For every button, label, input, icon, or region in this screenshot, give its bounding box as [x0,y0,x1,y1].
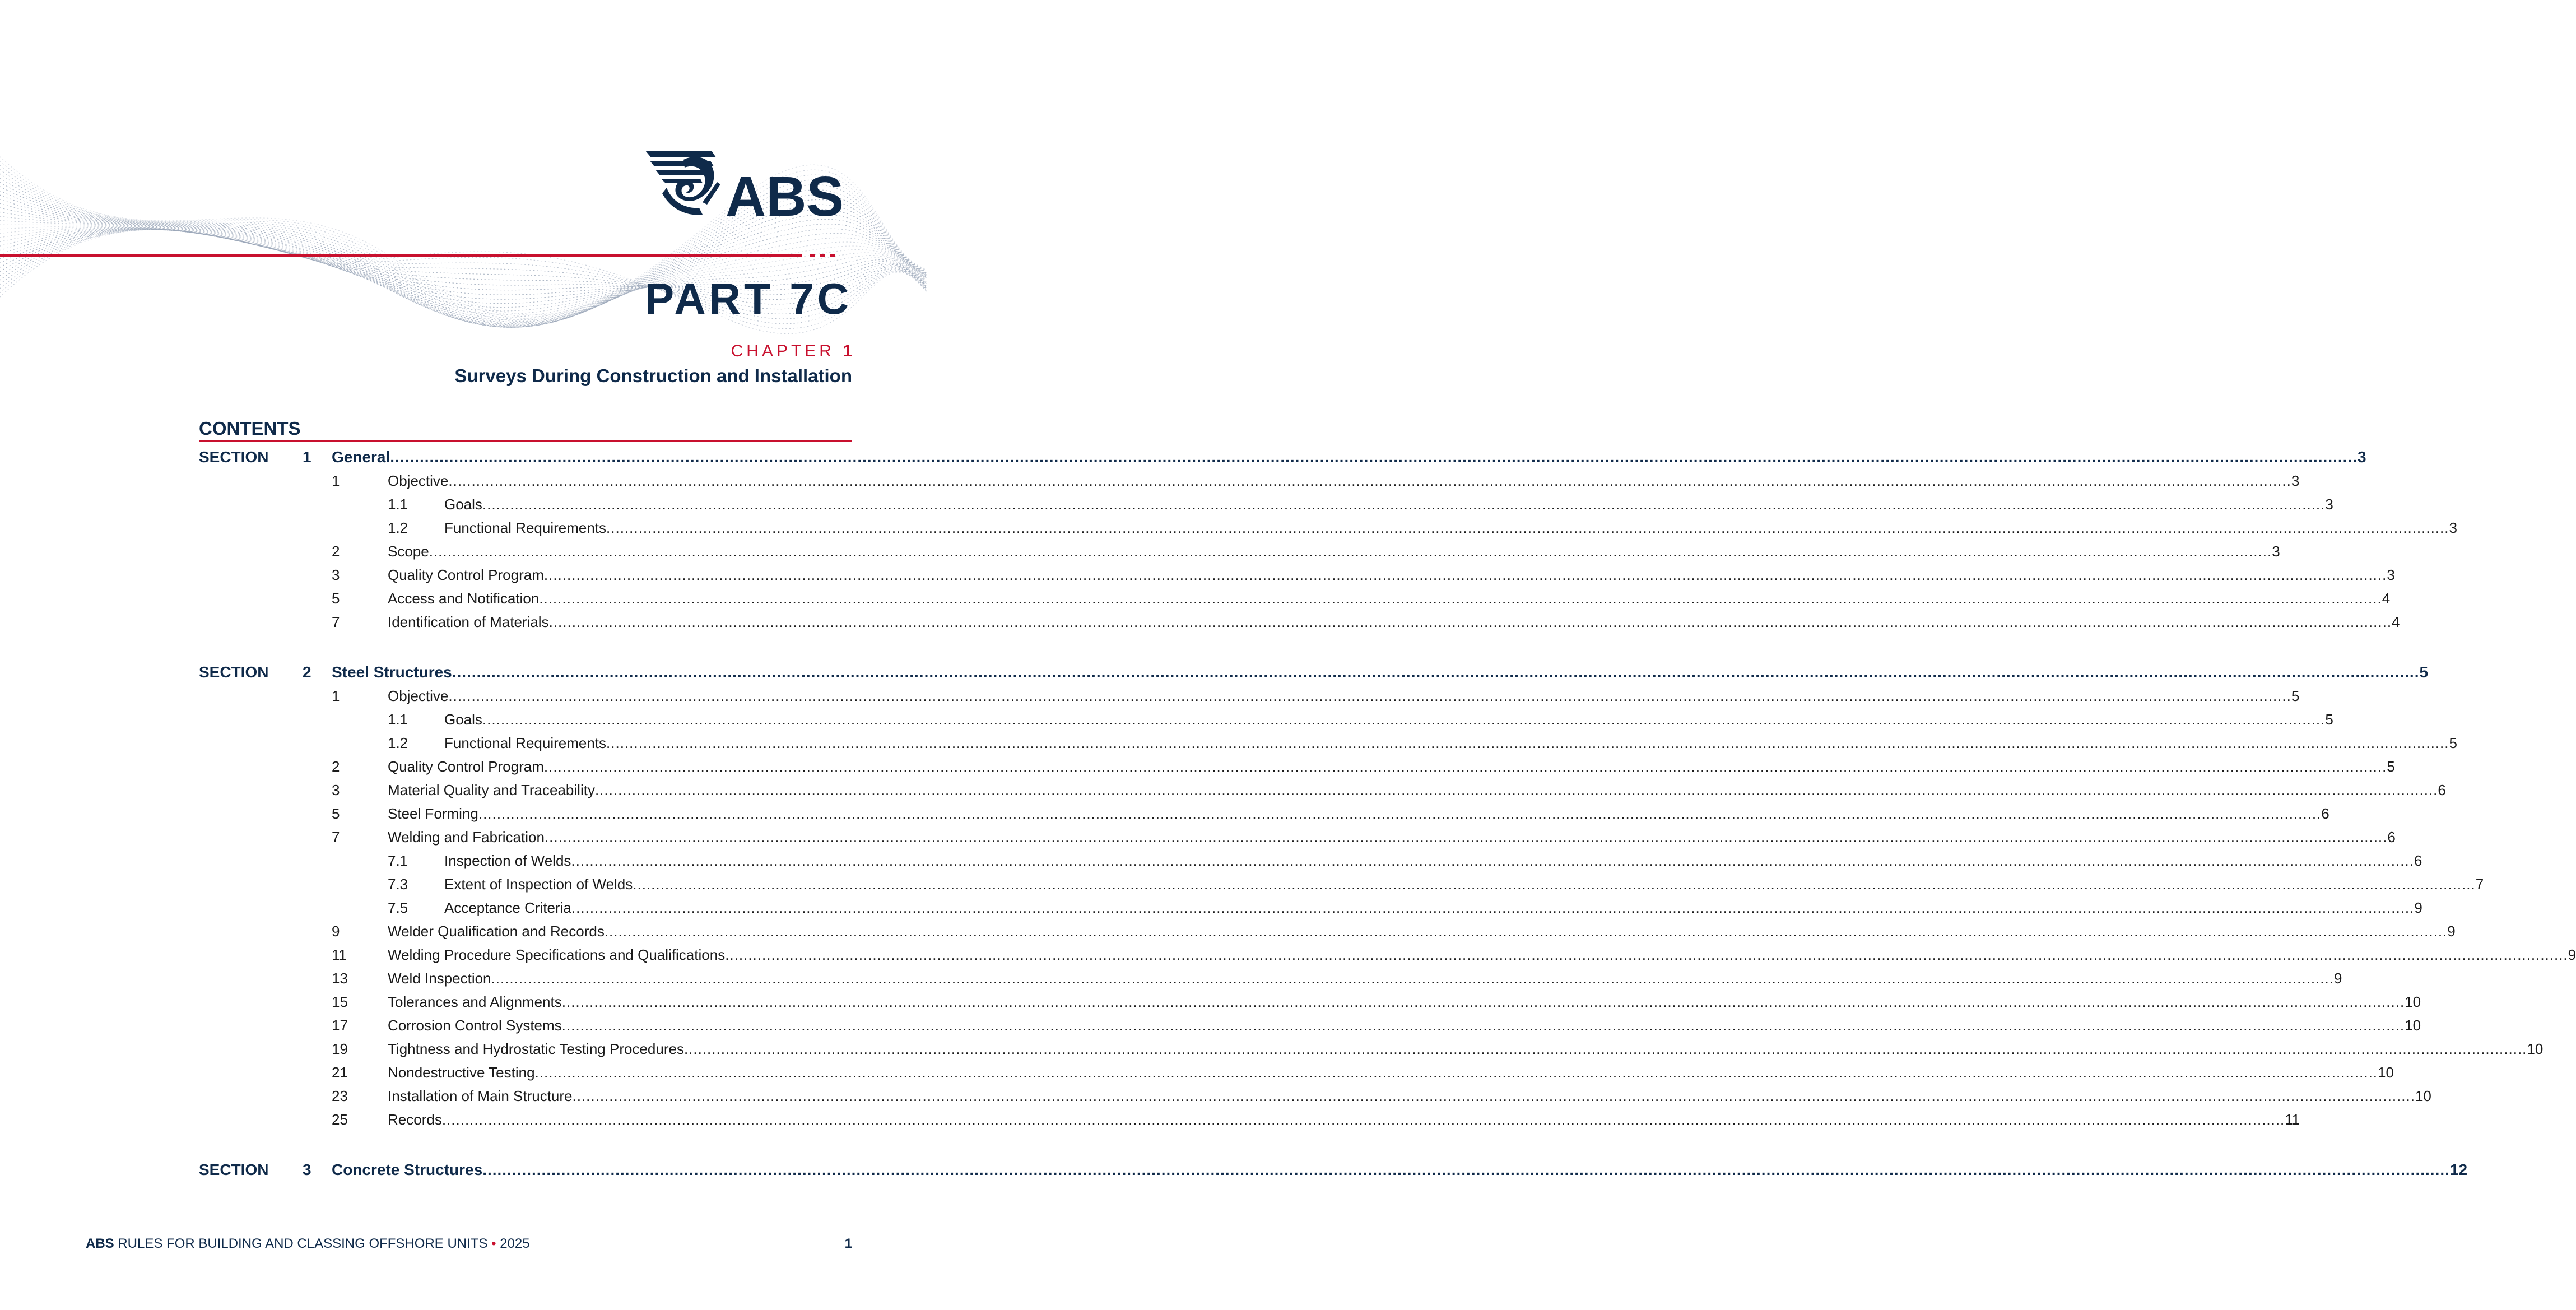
toc-entry-title: Steel Structures [332,663,452,681]
contents-rule [199,440,852,442]
toc-leader-dots: ................................................................................................................................................................................................................................................................................................................................................................................................................ [452,663,2420,681]
toc-entry [388,755,2395,778]
toc-item-number: 7 [332,829,340,846]
toc-item-number: 21 [332,1064,348,1081]
toc-entry [332,661,2429,684]
toc-entry [444,708,2333,731]
toc-leader-dots: ................................................................................................................................................................................................................................................................................................................................................................................................................ [482,496,2326,513]
toc-section-row[interactable] [199,661,2429,684]
toc-page-number: 6 [2414,852,2422,869]
toc-item-row[interactable] [388,849,2422,872]
toc-item-row[interactable] [332,1085,2431,1107]
toc-leader-dots: ................................................................................................................................................................................................................................................................................................................................................................................................................ [448,472,2291,489]
toc-page-number: 3 [2358,448,2366,466]
toc-item-number: 7.3 [388,876,408,893]
toc-item-number: 5 [332,590,340,607]
toc-entry [388,779,2446,801]
toc-item-row[interactable] [332,1108,2300,1131]
toc-page-number: 12 [2449,1161,2468,1178]
toc-page-number: 9 [2568,946,2576,963]
chapter-number: 1 [843,342,852,360]
toc-entry [388,564,2395,586]
toc-leader-dots: ................................................................................................................................................................................................................................................................................................................................................................................................................ [571,852,2414,869]
toc-leader-dots: ................................................................................................................................................................................................................................................................................................................................................................................................................ [482,1161,2450,1178]
toc-entry-title: Welding Procedure Specifications and Qualifications [388,946,726,963]
toc-item-number: 7.1 [388,852,408,869]
toc-item-row[interactable] [332,564,2395,586]
toc-leader-dots: ................................................................................................................................................................................................................................................................................................................................................................................................................ [491,970,2334,987]
toc-item-row[interactable] [332,802,2329,825]
chapter-line [731,342,852,361]
toc-item-number: 2 [332,543,340,560]
footer-title: RULES FOR BUILDING AND CLASSING OFFSHORE UNITS [118,1236,488,1251]
toc-leader-dots: ................................................................................................................................................................................................................................................................................................................................................................................................................ [594,782,2438,798]
toc-entry [444,896,2422,919]
toc-entry [388,802,2329,825]
toc-item-number: 9 [332,923,340,940]
toc-item-row[interactable] [332,779,2446,801]
toc-item-number: 17 [332,1017,348,1034]
toc-page-number: 11 [2285,1111,2300,1128]
toc-section-label: SECTION [199,1161,269,1178]
toc-section-number: 2 [303,663,311,681]
part-title: PART 7C [645,274,852,323]
toc-entry [388,1108,2300,1131]
toc-entry-title: Quality Control Program [388,758,544,775]
toc-entry [388,540,2280,563]
toc-item-number: 7.5 [388,899,408,916]
toc-item-row[interactable] [332,587,2391,610]
toc-item-number: 15 [332,993,348,1010]
toc-item-number: 3 [332,782,340,798]
toc-page-number: 9 [2447,923,2456,940]
toc-entry [444,849,2422,872]
toc-section-number: 1 [303,448,311,466]
toc-page-number: 10 [2378,1064,2394,1081]
toc-entry-title: Quality Control Program [388,566,544,583]
toc-item-number: 23 [332,1088,348,1104]
toc-item-row[interactable] [332,920,2456,942]
toc-entry [388,1038,2544,1060]
toc-entry [388,587,2391,610]
toc-page-number: 3 [2387,566,2395,583]
toc-item-row[interactable] [388,732,2457,754]
toc-entry [444,732,2457,754]
toc-leader-dots: ................................................................................................................................................................................................................................................................................................................................................................................................................ [548,614,2392,630]
footer-separator: • [491,1236,496,1251]
toc-leader-dots: ................................................................................................................................................................................................................................................................................................................................................................................................................ [543,758,2387,775]
toc-item-row[interactable] [332,1038,2544,1060]
toc-page-number: 7 [2475,876,2484,893]
toc-leader-dots: ................................................................................................................................................................................................................................................................................................................................................................................................................ [561,1017,2405,1034]
toc-section-label: SECTION [199,448,269,466]
chapter-label: CHAPTER [731,342,835,360]
toc-item-row[interactable] [388,873,2484,895]
toc-entry-title: Access and Notification [388,590,540,607]
toc-entry-title: Acceptance Criteria [444,899,571,916]
toc-entry-title: Functional Requirements [444,519,607,536]
header-red-dash [820,254,825,257]
toc-leader-dots: ................................................................................................................................................................................................................................................................................................................................................................................................................ [478,805,2322,822]
toc-entry [388,991,2421,1013]
toc-leader-dots: ................................................................................................................................................................................................................................................................................................................................................................................................................ [390,448,2358,466]
toc-entry-title: Inspection of Welds [444,852,571,869]
toc-item-number: 13 [332,970,348,987]
toc-page-number: 5 [2419,663,2429,681]
toc-item-row[interactable] [332,826,2396,848]
footer-page-number: 1 [844,1236,852,1251]
toc-leader-dots: ................................................................................................................................................................................................................................................................................................................................................................................................................ [571,899,2415,916]
footer-publication [86,1236,530,1252]
toc-item-number: 1 [332,687,340,704]
toc-entry [444,517,2457,539]
toc-item-row[interactable] [332,611,2400,633]
toc-page-number: 4 [2382,590,2391,607]
toc-entry [444,873,2484,895]
toc-section-number: 3 [303,1161,311,1178]
toc-page-number: 9 [2333,970,2342,987]
toc-entry-title: Tightness and Hydrostatic Testing Procedures [388,1040,684,1057]
toc-page-number: 3 [2272,543,2280,560]
toc-item-row[interactable] [332,991,2421,1013]
toc-page-number: 5 [2291,687,2300,704]
toc-leader-dots: ................................................................................................................................................................................................................................................................................................................................................................................................................ [572,1088,2415,1104]
toc-leader-dots: ................................................................................................................................................................................................................................................................................................................................................................................................................ [606,519,2449,536]
toc-item-row[interactable] [332,470,2300,492]
toc-page-number: 10 [2527,1040,2544,1057]
chapter-title: Surveys During Construction and Installation [454,365,852,386]
header-red-dash [830,254,835,257]
toc-leader-dots: ................................................................................................................................................................................................................................................................................................................................................................................................................ [683,1040,2527,1057]
toc-entry [388,1014,2421,1037]
toc-leader-dots: ................................................................................................................................................................................................................................................................................................................................................................................................................ [561,993,2405,1010]
toc-leader-dots: ................................................................................................................................................................................................................................................................................................................................................................................................................ [544,829,2388,846]
toc-page-number: 3 [2449,519,2457,536]
footer-brand: ABS [86,1236,114,1251]
toc-item-number: 1.1 [388,711,408,728]
toc-entry-title: General [332,448,390,466]
toc-entry-title: Scope [388,543,429,560]
toc-entry [388,685,2300,707]
toc-item-number: 1.1 [388,496,408,513]
toc-entry-title: Goals [444,496,482,513]
toc-page-number: 10 [2415,1088,2431,1104]
toc-page-number: 3 [2325,496,2333,513]
toc-page-number: 6 [2387,829,2396,846]
toc-item-number: 5 [332,805,340,822]
toc-entry [388,826,2396,848]
toc-page-number: 5 [2325,711,2333,728]
toc-entry-title: Goals [444,711,482,728]
toc-entry [388,1085,2431,1107]
toc-item-number: 7 [332,614,340,630]
toc-item-row[interactable] [332,944,2576,966]
toc-item-row[interactable] [388,708,2333,731]
toc-leader-dots: ................................................................................................................................................................................................................................................................................................................................................................................................................ [539,590,2382,607]
toc-entry-title: Identification of Materials [388,614,549,630]
toc-leader-dots: ................................................................................................................................................................................................................................................................................................................................................................................................................ [543,566,2387,583]
toc-item-row[interactable] [332,1014,2421,1037]
toc-entry-title: Nondestructive Testing [388,1064,535,1081]
toc-leader-dots: ................................................................................................................................................................................................................................................................................................................................................................................................................ [448,687,2291,704]
toc-item-number: 1 [332,472,340,489]
toc-entry-title: Functional Requirements [444,735,607,751]
toc-entry-title: Installation of Main Structure [388,1088,573,1104]
toc-entry-title: Corrosion Control Systems [388,1017,562,1034]
toc-leader-dots: ................................................................................................................................................................................................................................................................................................................................................................................................................ [482,711,2326,728]
toc-entry [388,611,2400,633]
toc-item-row[interactable] [388,517,2457,539]
toc-leader-dots: ................................................................................................................................................................................................................................................................................................................................................................................................................ [606,735,2449,751]
toc-entry [332,1159,2468,1181]
toc-entry [388,920,2456,942]
toc-entry [388,470,2300,492]
toc-entry-title: Objective [388,687,449,704]
toc-leader-dots: ................................................................................................................................................................................................................................................................................................................................................................................................................ [604,923,2448,940]
toc-item-row[interactable] [332,540,2280,563]
toc-item-number: 25 [332,1111,348,1128]
toc-entry-title: Welding and Fabrication [388,829,545,846]
toc-item-row[interactable] [332,967,2342,990]
toc-entry [388,944,2576,966]
toc-leader-dots: ................................................................................................................................................................................................................................................................................................................................................................................................................ [725,946,2568,963]
toc-item-number: 2 [332,758,340,775]
toc-leader-dots: ................................................................................................................................................................................................................................................................................................................................................................................................................ [441,1111,2285,1128]
toc-page-number: 10 [2405,1017,2421,1034]
logo-wordmark: ABS [726,165,844,228]
toc-entry-title: Tolerances and Alignments [388,993,562,1010]
toc-item-number: 1.2 [388,735,408,751]
toc-page-number: 9 [2414,899,2422,916]
toc-item-number: 1.2 [388,519,408,536]
toc-entry-title: Records [388,1111,442,1128]
toc-page-number: 5 [2449,735,2457,751]
toc-leader-dots: ................................................................................................................................................................................................................................................................................................................................................................................................................ [534,1064,2378,1081]
contents-heading: CONTENTS [199,418,301,439]
toc-entry [444,493,2333,515]
abs-logo [644,148,846,228]
toc-page-number: 10 [2405,993,2421,1010]
toc-item-row[interactable] [388,896,2422,919]
toc-item-number: 3 [332,566,340,583]
toc-item-row[interactable] [332,755,2395,778]
toc-page-number: 6 [2438,782,2446,798]
toc-leader-dots: ................................................................................................................................................................................................................................................................................................................................................................................................................ [429,543,2272,560]
header-red-dash [810,254,815,257]
toc-entry-title: Material Quality and Traceability [388,782,595,798]
toc-page-number: 4 [2392,614,2400,630]
footer-year: 2025 [500,1236,530,1251]
toc-section-row[interactable] [199,1159,2468,1181]
toc-entry-title: Extent of Inspection of Welds [444,876,633,893]
toc-item-row[interactable] [332,685,2300,707]
toc-item-number: 19 [332,1040,348,1057]
toc-entry-title: Objective [388,472,449,489]
toc-entry-title: Concrete Structures [332,1161,483,1178]
header-red-rule [0,254,802,257]
toc-leader-dots: ................................................................................................................................................................................................................................................................................................................................................................................................................ [633,876,2476,893]
toc-entry-title: Welder Qualification and Records [388,923,605,940]
toc-section-label: SECTION [199,663,269,681]
toc-entry-title: Steel Forming [388,805,478,822]
toc-page-number: 6 [2321,805,2329,822]
toc-page-number: 3 [2291,472,2300,489]
toc-item-number: 11 [332,946,347,963]
toc-item-row[interactable] [332,1061,2394,1084]
toc-entry [332,446,2366,468]
toc-entry [388,967,2342,990]
toc-entry-title: Weld Inspection [388,970,491,987]
toc-entry [388,1061,2394,1084]
toc-page-number: 5 [2387,758,2395,775]
eagle-emblem-icon [645,151,720,215]
toc-item-row[interactable] [388,493,2333,515]
toc-section-row[interactable] [199,446,2366,468]
